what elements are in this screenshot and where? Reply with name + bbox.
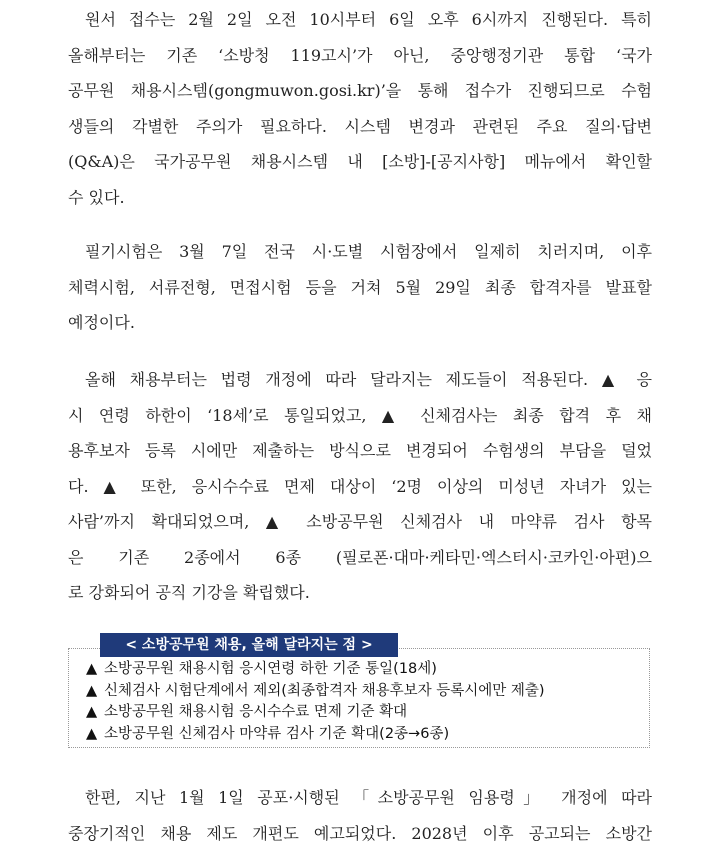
summary-item [86, 724, 545, 746]
text-line: 사람’까지 확대되었으며, ▲ 소방공무원 신체검사 내 마약류 검사 항목 [68, 512, 652, 531]
text-line: 다. ▲ 또한, 응시수수료 면제 대상이 ‘2명 이상의 미성년 자녀가 있는 [68, 476, 652, 496]
summary-item [86, 659, 545, 681]
triangle-bullet-icon: ▲ [86, 661, 98, 677]
paragraph-application [68, 2, 652, 215]
text-line: 생들의 각별한 주의가 필요하다. 시스템 변경과 관련된 주요 질의·답변 [68, 116, 652, 136]
paragraph-exam-schedule [68, 234, 652, 341]
text-line: 필기시험은 3월 7일 전국 시·도별 시험장에서 일제히 치러지며, 이후 [85, 242, 652, 261]
summary-item [86, 702, 545, 724]
text-line: 중장기적인 채용 제도 개편도 예고되었다. 2028년 이후 공고되는 소방간 [68, 823, 652, 843]
triangle-bullet-icon: ▲ [86, 704, 98, 720]
summary-item [86, 681, 545, 703]
summary-item-text: 신체검사 시험단계에서 제외(최종합격자 채용후보자 등록시에만 제출) [104, 682, 545, 699]
text-line: 예정이다. [68, 313, 135, 332]
text-line: 올해 채용부터는 법령 개정에 따라 달라지는 제도들이 적용된다. ▲ 응 [85, 370, 652, 389]
paragraph-reform [68, 780, 652, 851]
summary-item-text: 소방공무원 채용시험 응시연령 하한 기준 통일(18세) [104, 661, 437, 677]
text-line: (Q&A)은 국가공무원 채용시스템 내 [소방]-[공지사항] 메뉴에서 확인할 [68, 152, 652, 171]
text-line: 원서 접수는 2월 2일 오전 10시부터 6일 오후 6시까지 진행된다. 특히 [85, 10, 652, 29]
paragraph-changes [68, 362, 652, 611]
text-line: 올해부터는 기존 ‘소방청 119고시’가 아닌, 중앙행정기관 통합 ‘국가 [68, 45, 652, 65]
text-line: 한편, 지난 1월 1일 공포·시행된 「소방공무원 임용령」 개정에 따라 [85, 788, 652, 807]
text-line: 은 기존 2종에서 6종 (필로폰·대마·케타민·엑스터시·코카인·아편)으 [68, 547, 652, 567]
triangle-bullet-icon: ▲ [86, 682, 98, 699]
text-line: 체력시험, 서류전형, 면접시험 등을 거쳐 5월 29일 최종 합격자를 발표할 [68, 277, 652, 297]
text-line: 수 있다. [68, 187, 125, 207]
summary-list [86, 659, 545, 745]
text-line: 로 강화되어 공직 기강을 확립했다. [68, 583, 310, 602]
summary-item-text: 소방공무원 신체검사 마약류 검사 기준 확대(2종→6종) [104, 725, 450, 742]
text-line: 공무원 채용시스템(gongmuwon.gosi.kr)’을 통해 접수가 진행되므로 수험 [68, 81, 652, 100]
summary-box-title: < 소방공무원 채용, 올해 달라지는 점 > [100, 633, 398, 657]
text-line: 용후보자 등록 시에만 제출하는 방식으로 변경되어 수험생의 부담을 덜었 [68, 441, 652, 460]
summary-item-text: 소방공무원 채용시험 응시수수료 면제 기준 확대 [104, 704, 408, 720]
triangle-bullet-icon: ▲ [86, 725, 98, 742]
text-line: 시 연령 하한이 ‘18세’로 통일되었고, ▲ 신체검사는 최종 합격 후 채 [68, 405, 652, 425]
